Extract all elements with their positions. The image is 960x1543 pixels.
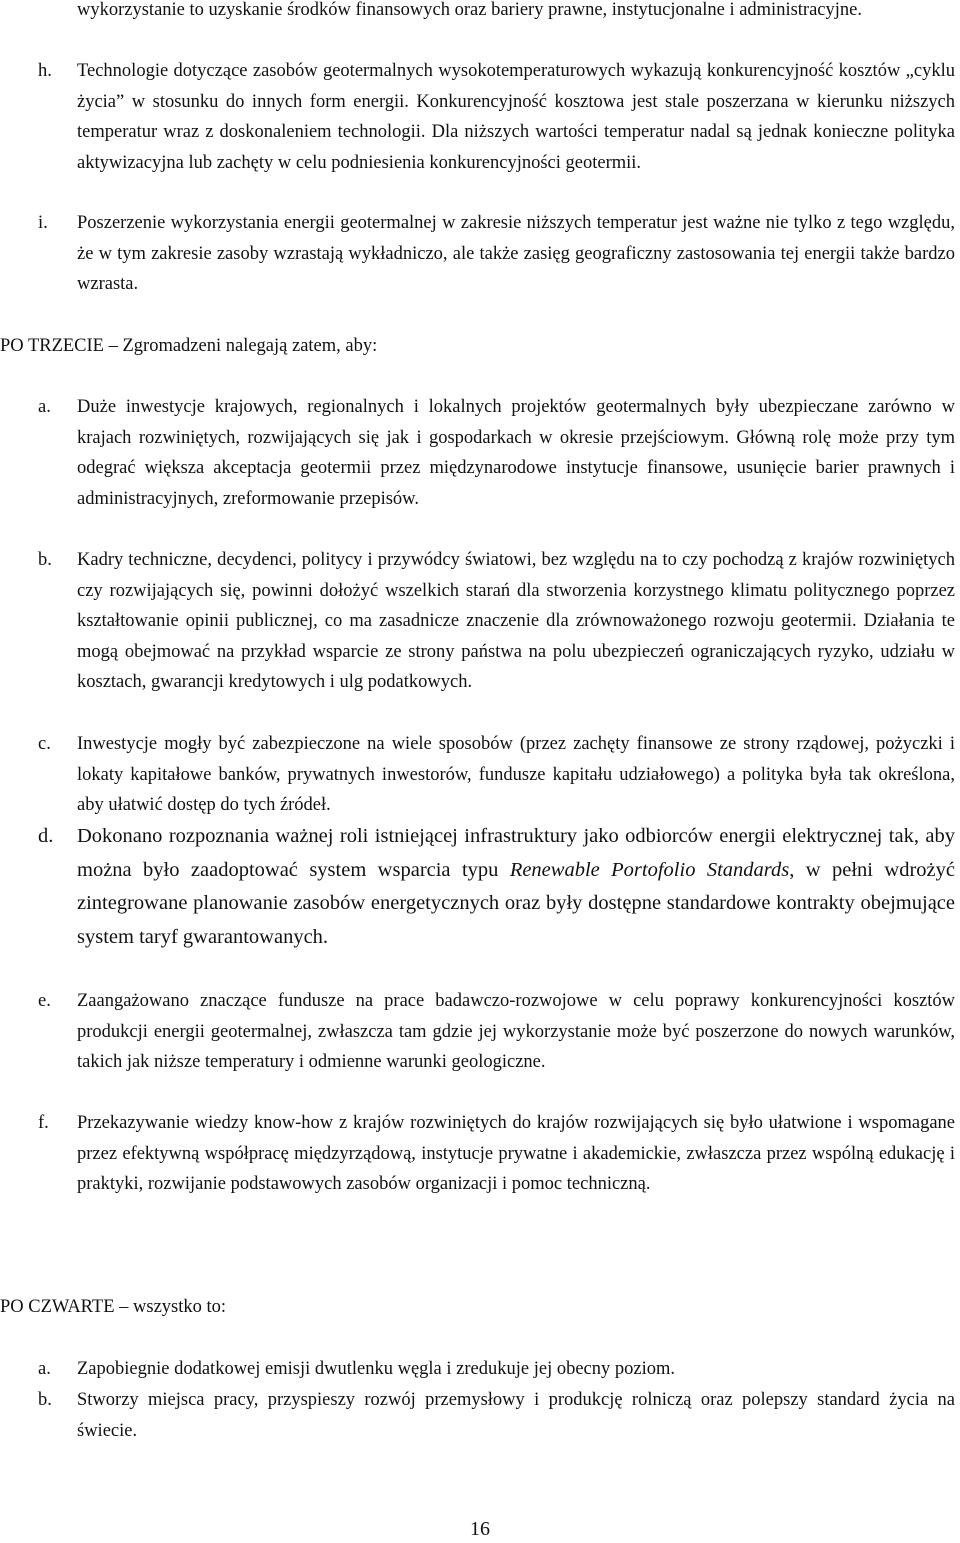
list-item-text: Duże inwestycje krajowych, regionalnych i lokalnych projektów geotermalnych były ubezpieczane zarówno w krajach rozwiniętych, rozwijających się jak i gospodarkach w okresie przejściowym. Główną rolę może przy tym odegrać większa akceptacja geotermii przez międzynarodowe instytucje finansowe, usunięcie barier prawnych i administracyjnych, zreformowanie przepisów.: [77, 397, 955, 509]
list-item-text: Zaangażowano znaczące fundusze na prace badawczo-rozwojowe w celu poprawy konkurencyjności kosztów produkcji energii geotermalnej, zwłaszcza tam gdzie jej wykorzystanie może być poszerzone do nowych warunków, takich jak niższe temperatury i odmienne warunki geologiczne.: [77, 991, 955, 1073]
list-item-f: [0, 1108, 960, 1200]
list-item-text: Przekazywanie wiedzy know-how z krajów rozwiniętych do krajów rozwijających się było ułatwione i wspomagane przez efektywną współpracę międzyrządową, instytucje prywatne i akademickie, zwłaszcza przez wspólną edukację i praktyki, rozwijanie podstawowych zasobów organizacji i pomoc techniczną.: [77, 1113, 955, 1195]
list-item-e: [0, 986, 960, 1078]
list-marker: i.: [38, 213, 48, 233]
list-item-text-before: Dokonano rozpoznania ważnej roli istniejącej infrastruktury jako odbiorców energii elektrycznej tak, aby można było zaadoptować system wsparcia typu: [77, 825, 955, 881]
list-item-d: [0, 820, 960, 955]
list-item-b: [0, 545, 960, 698]
list-marker: a.: [38, 397, 51, 417]
list-item-text: Technologie dotyczące zasobów geotermalnych wysokotemperaturowych wykazują konkurencyjność kosztów „cyklu życia” w stosunku do innych form energii. Konkurencyjność kosztowa jest stale poszerzana w kierunku niższych temperatur wraz z doskonaleniem technologii. Dla niższych wartości temperatur nadal są jednak konieczne polityka aktywizacyjna lub zachęty w celu podniesienia konkurencyjności geotermii.: [77, 61, 955, 173]
continued-paragraph: [0, 0, 960, 26]
list-item-fourth-a: [0, 1354, 960, 1385]
list-item-text: Stworzy miejsca pracy, przyspieszy rozwój przemysłowy i produkcję rolniczą oraz polepszy standard życia na świecie.: [77, 1390, 955, 1441]
list-marker: h.: [38, 61, 52, 81]
section-heading-text: PO CZWARTE – wszystko to:: [0, 1297, 227, 1317]
list-marker: e.: [38, 991, 51, 1011]
list-item-text: Inwestycje mogły być zabezpieczone na wiele sposobów (przez zachęty finansowe ze strony rządowej, pożyczki i lokaty kapitałowe banków, prywatnych inwestorów, fundusze kapitału udziałowego) a polityka była tak określona, aby ułatwić dostęp do tych źródeł.: [77, 734, 955, 816]
page-number: 16: [470, 1518, 490, 1540]
section-heading-text: PO TRZECIE – Zgromadzeni nalegają zatem, aby:: [0, 336, 378, 356]
list-marker: b.: [38, 1390, 52, 1410]
list-marker: d.: [38, 825, 54, 847]
list-item-text: Zapobiegnie dodatkowej emisji dwutlenku węgla i zredukuje jej obecny poziom.: [77, 1359, 675, 1379]
list-marker: a.: [38, 1359, 51, 1379]
list-marker: f.: [38, 1113, 49, 1133]
section-heading-third: [0, 331, 960, 361]
list-item-text: Kadry techniczne, decydenci, politycy i przywódcy światowi, bez względu na to czy pochodzą z krajów rozwiniętych czy rozwijających się, powinni dołożyć wszelkich starań dla stworzenia korzystnego klimatu politycznego poprzez kształtowanie opinii publicznej, co ma zasadnicze znaczenie dla zrównoważonego rozwoju geotermii. Działania te mogą obejmować na przykład wsparcie ze strony państwa na polu ubezpieczeń ograniczających ryzyko, udziału w kosztach, gwarancji kredytowych i ulg podatkowych.: [77, 550, 955, 693]
list-item-text: Poszerzenie wykorzystania energii geotermalnej w zakresie niższych temperatur jest ważne nie tylko z tego względu, że w tym zakresie zasoby wzrastają wykładniczo, ale także zasięg geograficzny zastosowania tej energii także bardzo wzrasta.: [77, 213, 955, 295]
list-item-a: [0, 392, 960, 514]
section-heading-fourth: [0, 1292, 960, 1322]
list-item-c: [0, 729, 960, 821]
list-marker: c.: [38, 734, 51, 754]
continued-text: wykorzystanie to uzyskanie środków finansowych oraz bariery prawne, instytucjonalne i administracyjne.: [77, 0, 862, 20]
list-item-text-italic: Renewable Portofolio Standards: [509, 858, 790, 881]
list-marker: b.: [38, 550, 52, 570]
list-item-h: [0, 56, 960, 178]
list-item-text-after: , w pełni wdrożyć zintegrowane planowanie zasobów energetycznych oraz były dostępne standardowe kontrakty obejmujące system taryf gwarantowanych.: [77, 858, 955, 949]
list-item-i: [0, 208, 960, 300]
list-item-fourth-b: [0, 1385, 960, 1446]
